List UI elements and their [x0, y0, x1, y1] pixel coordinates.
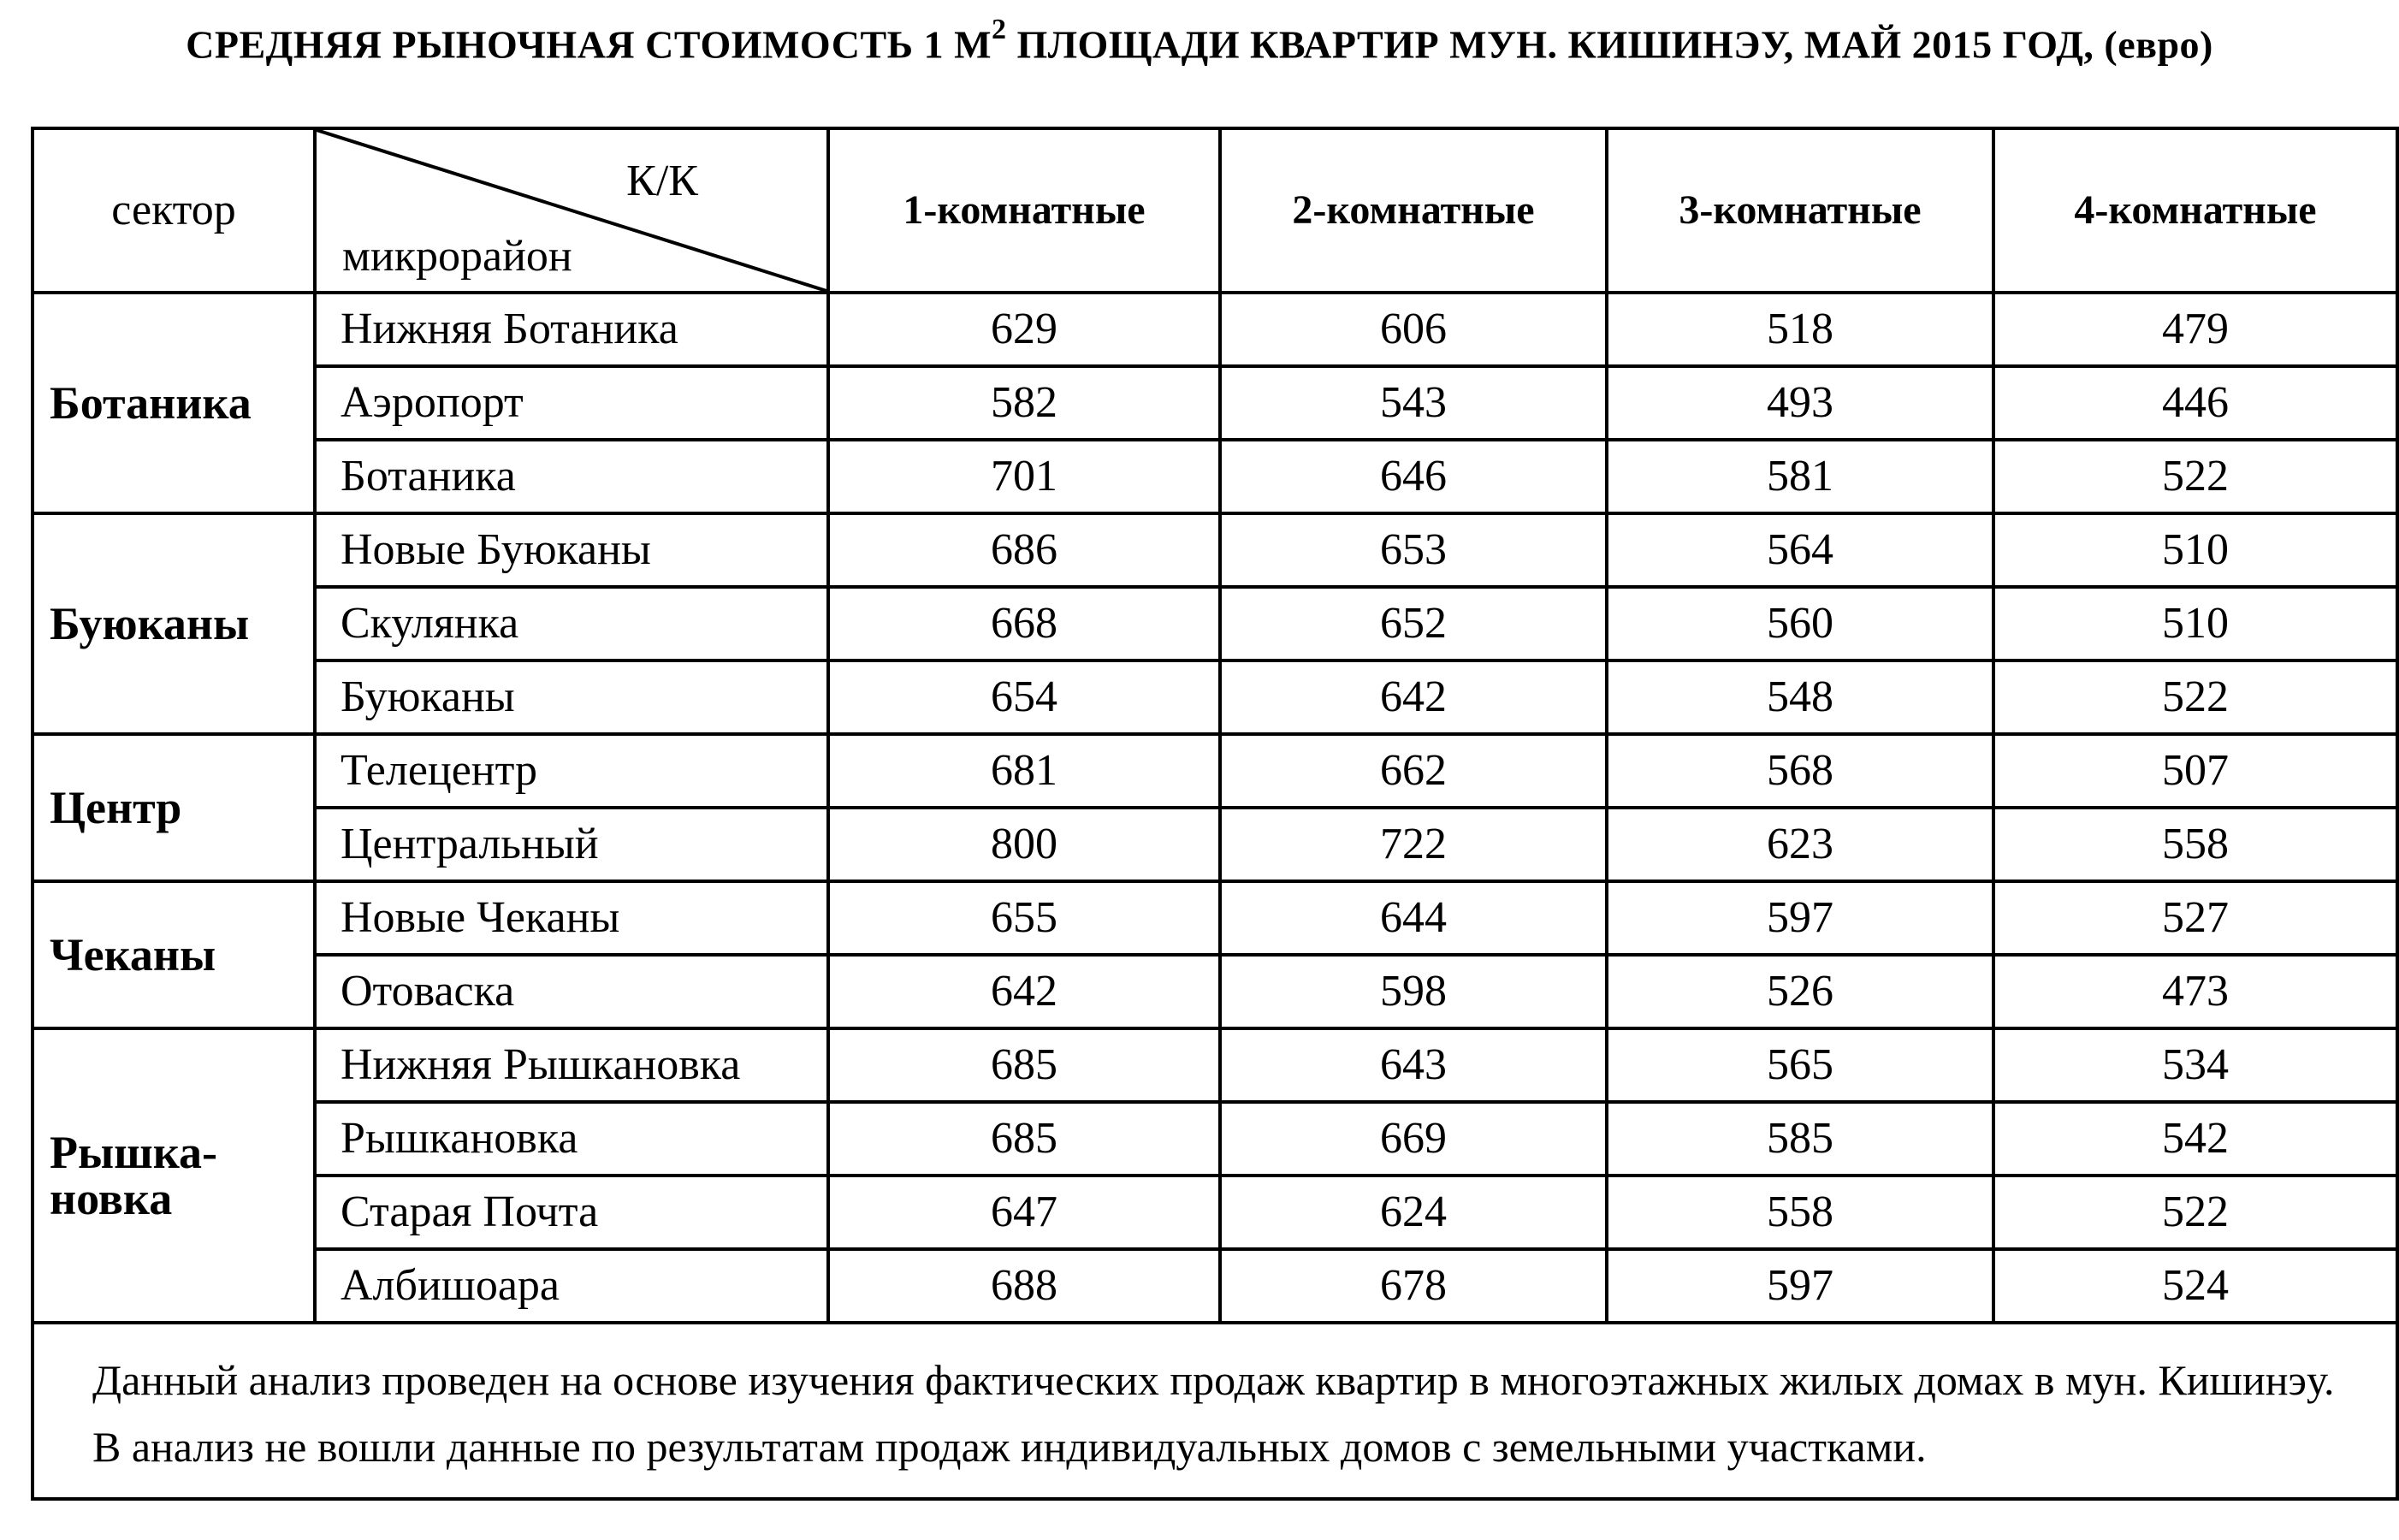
price-cell: 685: [828, 1028, 1220, 1102]
price-cell: 681: [828, 734, 1220, 808]
table-row: [33, 660, 2397, 734]
price-cell: 652: [1220, 587, 1607, 660]
district-name: Новые Чеканы: [315, 881, 828, 955]
sector-name: Центр: [33, 734, 315, 881]
district-name: Нижняя Ботаника: [315, 293, 828, 366]
price-cell: 581: [1607, 440, 1993, 513]
table-row: [33, 513, 2397, 587]
table-row: [33, 293, 2397, 366]
diagonal-header-cell: [315, 128, 828, 293]
price-cell: 653: [1220, 513, 1607, 587]
title-text-rest: ПЛОЩАДИ КВАРТИР МУН. КИШИНЭУ, МАЙ 2015 ГОД, (евро): [1006, 22, 2213, 67]
price-cell: 701: [828, 440, 1220, 513]
table-row: [33, 734, 2397, 808]
price-cell: 558: [1607, 1176, 1993, 1249]
price-cell: 558: [1993, 808, 2397, 881]
price-cell: 646: [1220, 440, 1607, 513]
sector-name: Чеканы: [33, 881, 315, 1028]
title-text: СРЕДНЯЯ РЫНОЧНАЯ СТОИМОСТЬ 1 М: [186, 22, 992, 67]
district-name: Новые Буюканы: [315, 513, 828, 587]
district-name: Рышкановка: [315, 1102, 828, 1176]
district-name: Нижняя Рышкановка: [315, 1028, 828, 1102]
col-2-room: 2-комнатные: [1220, 128, 1607, 293]
price-cell: 585: [1607, 1102, 1993, 1176]
district-name: Албишоара: [315, 1249, 828, 1323]
price-cell: 647: [828, 1176, 1220, 1249]
price-cell: 560: [1607, 587, 1993, 660]
price-cell: 655: [828, 881, 1220, 955]
district-name: Старая Почта: [315, 1176, 828, 1249]
price-cell: 526: [1607, 955, 1993, 1028]
title-superscript: 2: [992, 14, 1007, 45]
room-count-label: К/К: [626, 157, 698, 205]
price-cell: 662: [1220, 734, 1607, 808]
table-row: [33, 808, 2397, 881]
price-cell: 582: [828, 366, 1220, 440]
sector-name: Буюканы: [33, 513, 315, 734]
table-row: [33, 955, 2397, 1028]
district-name: Буюканы: [315, 660, 828, 734]
price-cell: 518: [1607, 293, 1993, 366]
price-cell: 642: [828, 955, 1220, 1028]
district-name: Центральный: [315, 808, 828, 881]
price-cell: 522: [1993, 660, 2397, 734]
price-cell: 643: [1220, 1028, 1607, 1102]
price-cell: 644: [1220, 881, 1607, 955]
price-cell: 642: [1220, 660, 1607, 734]
table-row: [33, 881, 2397, 955]
price-cell: 522: [1993, 1176, 2397, 1249]
price-cell: 548: [1607, 660, 1993, 734]
price-cell: 688: [828, 1249, 1220, 1323]
price-cell: 510: [1993, 587, 2397, 660]
district-name: Аэропорт: [315, 366, 828, 440]
price-cell: 668: [828, 587, 1220, 660]
price-cell: 527: [1993, 881, 2397, 955]
price-cell: 624: [1220, 1176, 1607, 1249]
price-cell: 479: [1993, 293, 2397, 366]
table-row: [33, 1028, 2397, 1102]
price-cell: 522: [1993, 440, 2397, 513]
price-cell: 598: [1220, 955, 1607, 1028]
table-row: [33, 587, 2397, 660]
price-cell: 669: [1220, 1102, 1607, 1176]
price-cell: 606: [1220, 293, 1607, 366]
col-1-room: 1-комнатные: [828, 128, 1220, 293]
price-cell: 507: [1993, 734, 2397, 808]
district-name: Ботаника: [315, 440, 828, 513]
price-table: [31, 127, 2399, 1501]
price-cell: 446: [1993, 366, 2397, 440]
sector-name: Ботаника: [33, 293, 315, 513]
price-cell: 542: [1993, 1102, 2397, 1176]
col-4-room: 4-комнатные: [1993, 128, 2397, 293]
footnote: Данный анализ проведен на основе изучения фактических продаж квартир в многоэтажных жилых домах в мун. Кишинэу. В анализ не вошли данные по результатам продаж индивидуальных домов с земельными участками.: [33, 1323, 2397, 1499]
table-row: [33, 1102, 2397, 1176]
table-row: [33, 1249, 2397, 1323]
price-cell: 623: [1607, 808, 1993, 881]
price-cell: 493: [1607, 366, 1993, 440]
price-cell: 565: [1607, 1028, 1993, 1102]
table-row: [33, 1176, 2397, 1249]
header-row: [33, 128, 2397, 293]
price-cell: 564: [1607, 513, 1993, 587]
district-name: Телецентр: [315, 734, 828, 808]
price-cell: 686: [828, 513, 1220, 587]
price-cell: 678: [1220, 1249, 1607, 1323]
col-3-room: 3-комнатные: [1607, 128, 1993, 293]
price-cell: 685: [828, 1102, 1220, 1176]
price-cell: 597: [1607, 881, 1993, 955]
page-title: [0, 14, 2399, 67]
sector-header: сектор: [33, 128, 315, 293]
price-cell: 543: [1220, 366, 1607, 440]
price-cell: 597: [1607, 1249, 1993, 1323]
price-cell: 510: [1993, 513, 2397, 587]
district-name: Скулянка: [315, 587, 828, 660]
district-name: Отоваска: [315, 955, 828, 1028]
price-cell: 473: [1993, 955, 2397, 1028]
table-row: [33, 366, 2397, 440]
sector-name: Рышка- новка: [33, 1028, 315, 1323]
price-cell: 800: [828, 808, 1220, 881]
price-cell: 722: [1220, 808, 1607, 881]
note-row: [33, 1323, 2397, 1499]
price-cell: 534: [1993, 1028, 2397, 1102]
district-label: микрорайон: [342, 232, 572, 281]
price-cell: 629: [828, 293, 1220, 366]
table-row: [33, 440, 2397, 513]
price-cell: 524: [1993, 1249, 2397, 1323]
price-cell: 654: [828, 660, 1220, 734]
price-cell: 568: [1607, 734, 1993, 808]
